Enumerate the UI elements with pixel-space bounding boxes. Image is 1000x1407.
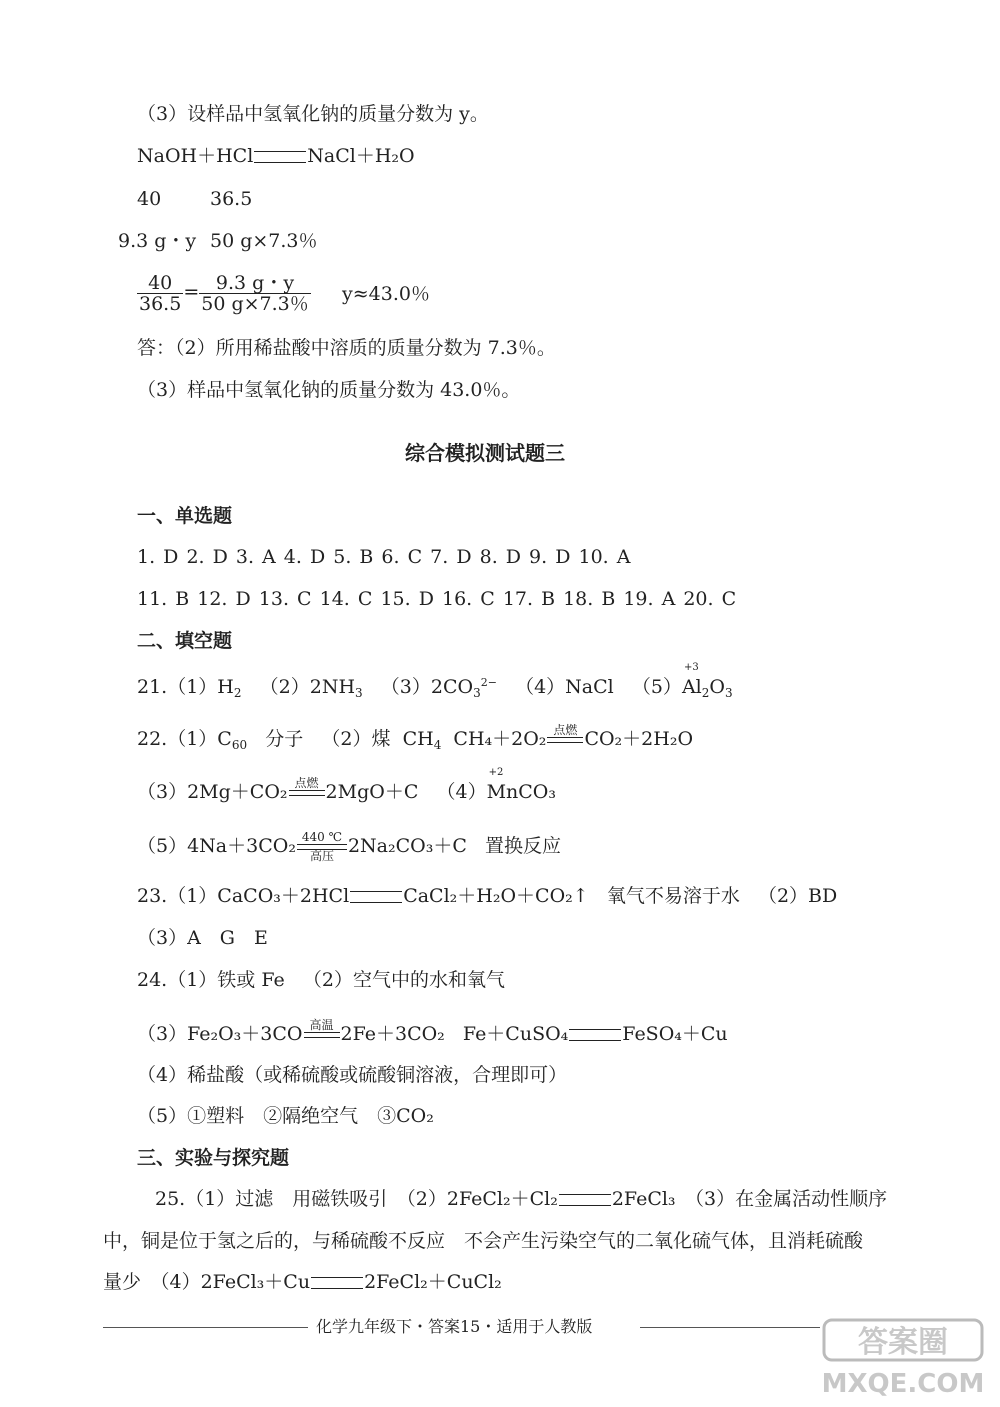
q24-line: 24.（1）铁或 Fe （2）空气中的水和氧气 bbox=[137, 969, 505, 991]
eq-right: NaCl＋H₂O bbox=[307, 145, 415, 167]
q24-line-3: （3）Fe₂O₃＋3CO 高温 2Fe＋3CO₂ Fe＋CuSO₄ FeSO₄＋Cu bbox=[137, 1019, 728, 1051]
heading-single-choice: 一、单选题 bbox=[137, 505, 233, 527]
q24-line-5: （5）①塑料 ②隔绝空气 ③CO₂ bbox=[137, 1105, 434, 1127]
answers-row-2: 11. B 12. D 13. C 14. C 15. D 16. C 17. B 18. B 19. A 20. C bbox=[137, 588, 737, 610]
q23-line: 23.（1）CaCO₃＋2HCl CaCl₂＋H₂O＋CO₂↑ 氧气不易溶于水 （2）BD bbox=[137, 885, 838, 907]
condition-high-temp: 高温 bbox=[304, 1019, 340, 1051]
q24-line-4: （4）稀盐酸（或稀硫酸或硫酸铜溶液，合理即可） bbox=[137, 1064, 568, 1086]
footer-rule-right bbox=[640, 1327, 820, 1328]
condition-high-temp-pressure: 440 ℃ 高压 bbox=[297, 831, 347, 863]
q22-line: $22.(1)C_{60}$ 分子 （2）煤 $CH_4$ CH₄＋2O₂ 点燃 CO₂＋2H₂O bbox=[137, 724, 693, 757]
equal-sign-5 bbox=[311, 1277, 363, 1289]
part3-line1: （3）设样品中氢氧化钠的质量分数为 y。 bbox=[137, 103, 489, 125]
q25-line-2: 中，铜是位于氢之后的，与稀硫酸不反应 不会产生污染空气的二氧化硫气体，且消耗硫酸 bbox=[103, 1230, 864, 1252]
result-y: y≈43.0％ bbox=[342, 283, 430, 305]
eq-left: NaOH＋HCl bbox=[137, 145, 254, 167]
q25-line-3: 量少 （4）2FeCl₃＋Cu 2FeCl₂＋CuCl₂ bbox=[103, 1271, 502, 1293]
equal-sign bbox=[254, 151, 306, 163]
quantity-2: 50 g×7.3％ bbox=[210, 230, 318, 252]
answer-2: 答：（2）所用稀盐酸中溶质的质量分数为 7.3％。 bbox=[137, 337, 556, 359]
q25-line-1: 25.（1）过滤 用磁铁吸引 （2）2FeCl₂＋Cl₂ 2FeCl₃ （3）在金属活动性顺序 bbox=[155, 1188, 888, 1210]
condition-ignite-2: 点燃 bbox=[289, 777, 325, 809]
condition-ignite: 点燃 bbox=[547, 724, 583, 756]
watermark-logo bbox=[818, 1316, 988, 1400]
footer-text: 化学九年级下・答案15・适用于人教版 bbox=[316, 1317, 593, 1336]
footer-rule-left bbox=[103, 1327, 308, 1328]
q21-line: $21.(1)H_2$ $(2)2NH_3$ $(3)2CO_3^{2-}$ （4）NaCl （5） +3 $Al_2O_3$ bbox=[137, 662, 733, 700]
equal-sign-3 bbox=[569, 1029, 621, 1041]
valence-al: +3 Al bbox=[681, 662, 702, 698]
q22-line-3: （3）2Mg＋CO₂ 点燃 2MgO＋C （4） +2 MnCO₃ bbox=[137, 777, 556, 809]
fraction-right: $\frac{9.3 g・y}{50 g\times 7.3\%}$ bbox=[201, 271, 309, 315]
equal-sign-2 bbox=[350, 891, 402, 903]
heading-experiment: 三、实验与探究题 bbox=[137, 1147, 290, 1169]
heading-fill-blank: 二、填空题 bbox=[137, 630, 233, 652]
fraction-left: $\frac{40}{36.5}$ bbox=[139, 271, 182, 315]
section-title: 综合模拟测试题三 bbox=[405, 441, 565, 465]
proportion-equation: $\frac{40}{36.5}$ = $\frac{9.3 g・y}{50 g\times 7.3\%}$ bbox=[139, 271, 309, 315]
svg-text:MXQE.COM: MXQE.COM bbox=[821, 1369, 985, 1399]
answer-3: （3）样品中氢氧化钠的质量分数为 43.0％。 bbox=[137, 379, 521, 401]
svg-text:答案圈: 答案圈 bbox=[858, 1325, 948, 1360]
quantity-1: 9.3 g・y bbox=[118, 230, 197, 252]
answers-row-1: 1. D 2. D 3. A 4. D 5. B 6. C 7. D 8. D 9. D 10. A bbox=[137, 546, 631, 568]
equation-naoh-hcl bbox=[137, 144, 415, 168]
q22-line-5: （5）4Na＋3CO₂ 440 ℃ 高压 2Na₂CO₃＋C 置换反应 bbox=[137, 830, 562, 863]
valence-mn: +2 MnCO₃ bbox=[486, 767, 557, 803]
q23-line-3: （3）A G E bbox=[137, 927, 268, 949]
molar-mass-40: 40 bbox=[137, 188, 162, 210]
molar-mass-36-5: 36.5 bbox=[210, 188, 253, 210]
equal-sign-4 bbox=[559, 1194, 611, 1206]
